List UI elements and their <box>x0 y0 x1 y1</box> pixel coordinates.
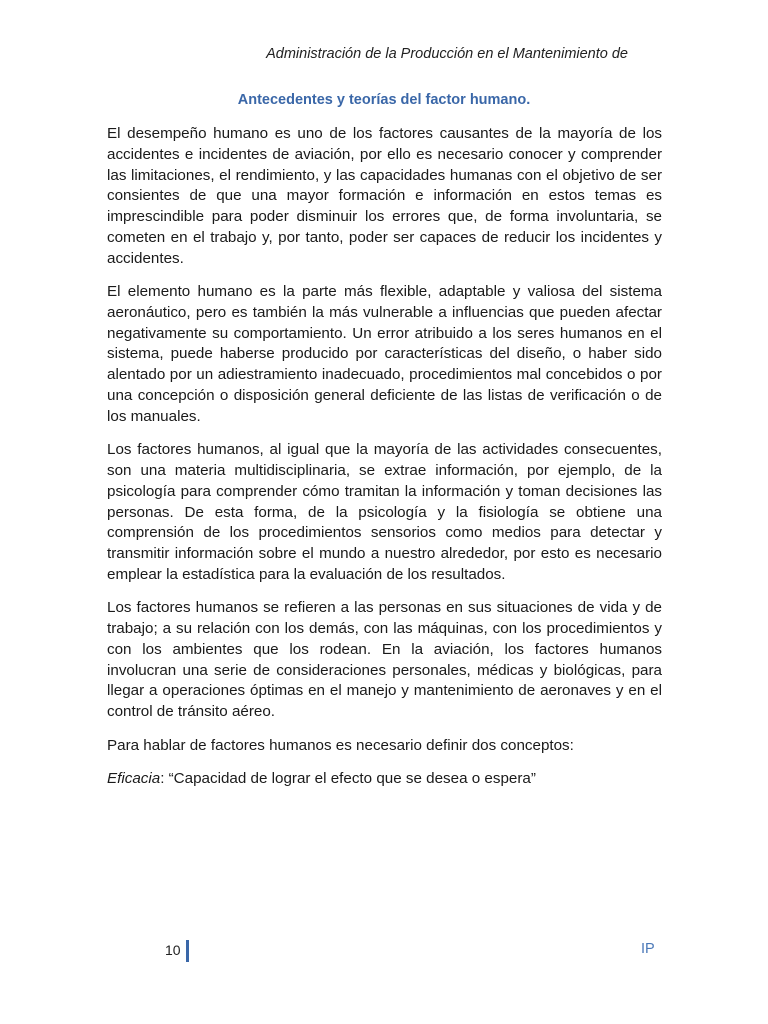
paragraph: Los factores humanos se refieren a las personas en sus situaciones de vida y de trabajo; a su relación con los demás, con las máquinas, con los procedimientos y con los ambientes que los rodean. En la aviación, los factores humanos involucran una serie de consideraciones personales, médicas y biológicas, para llegar a operaciones óptimas en el manejo y mantenimiento de aeronaves y en el control de tránsito aéreo. <box>107 599 662 721</box>
running-header: Administración de la Producción en el Mantenimiento de <box>266 46 628 62</box>
paragraph: Para hablar de factores humanos es necesario definir dos conceptos: <box>107 736 574 754</box>
definition-term: Eficacia <box>107 769 161 787</box>
page-number: 10 <box>165 940 189 962</box>
paragraph: El elemento humano es la parte más flexible, adaptable y valiosa del sistema aeronáutico, pero es también la más vulnerable a influencias que pueden afectar negativamente su comportamiento. Un error atribuido a los seres humanos en el sistema, puede haberse producido por características del diseño, o haber sido alentado por un adiestramiento inadecuado, procedimientos mal concebidos o por una concepción o disposición general deficiente de las listas de verificación o de los manuales. <box>107 283 662 425</box>
paragraph: El desempeño humano es uno de los factores causantes de la mayoría de los accidentes e incidentes de aviación, por ello es necesario conocer y comprender las limitaciones, el rendimiento, y las capacidades humanas con el objetivo de ser consientes de que una mayor formación e información en estos temas es imprescindible para poder disminuir los errores que, de forma involuntaria, se cometen en el trabajo y, por tanto, poder ser capaces de reducir los incidentes y accidentes. <box>107 125 662 267</box>
footer-initials: IP <box>641 941 655 957</box>
body-text <box>107 124 662 802</box>
paragraph: Los factores humanos, al igual que la mayoría de las actividades consecuentes, son una materia multidisciplinaria, se extrae información, por ejemplo, de la psicología para comprender cómo tramitan la información y toman decisiones las personas. De esta forma, de la psicología y la fisiología se obtiene una comprensión de los procedimientos sensorios como medios para detectar y transmitir información sobre el mundo a nuestro alrededor, por esto es necesario emplear la estadística para la evaluación de los resultados. <box>107 441 662 583</box>
definition-text: : “Capacidad de lograr el efecto que se desea o espera” <box>160 769 536 787</box>
definition-paragraph <box>107 769 662 790</box>
section-title: Antecedentes y teorías del factor humano. <box>237 92 531 108</box>
